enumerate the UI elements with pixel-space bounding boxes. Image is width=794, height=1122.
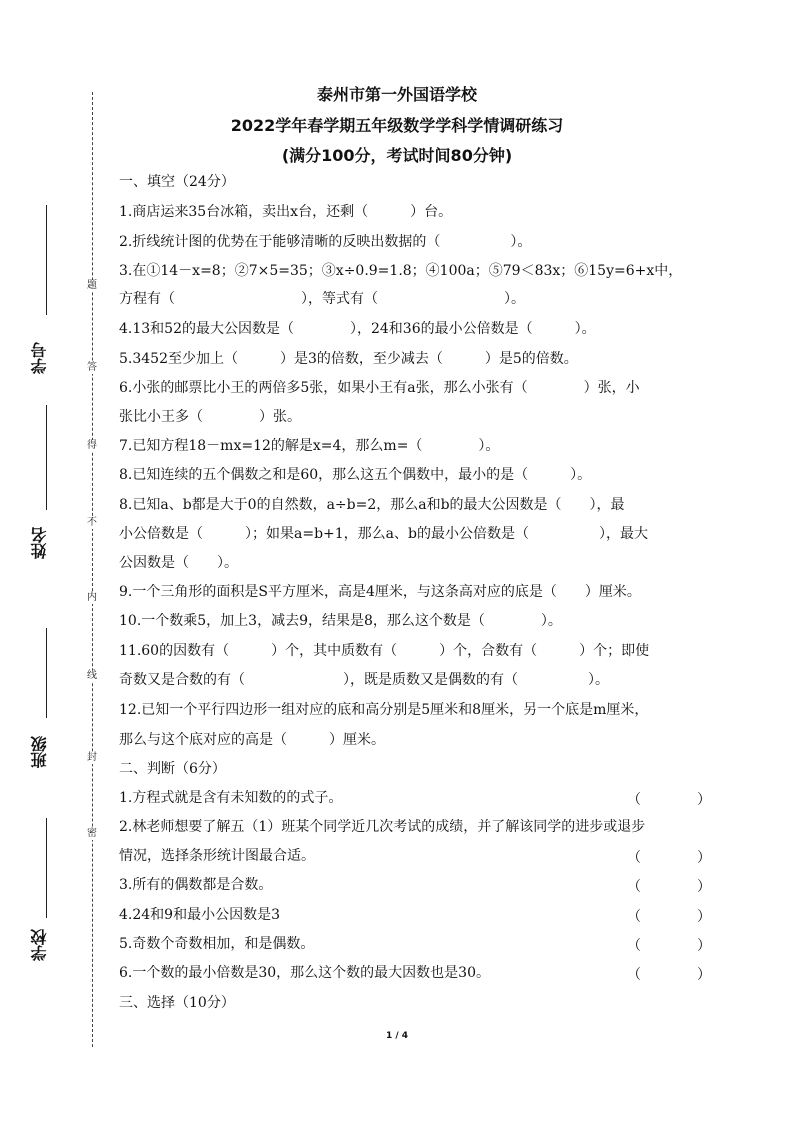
question-line: 11.60的因数有（ ）个，其中质数有（ ）个，合数有（ ）个；即使 [119,643,650,659]
exam-title: 2022学年春学期五年级数学学科学情调研练习 [230,116,564,135]
question-line: 10.一个数乘5，加上3，减去9，结果是8，那么这个数是（ ）。 [119,613,562,629]
name-label: 姓名 [30,527,49,559]
seal-char: 不 [83,517,101,529]
question-line: 2.折线统计图的优势在于能够清晰的反映出数据的（ ）。 [119,234,532,250]
answer-paren[interactable]: （ ） [627,879,711,895]
answer-paren[interactable]: （ ） [627,850,711,866]
question-line: 小公倍数是（ ）；如果a=b+1，那么a、b的最小公倍数是（ ），最大 [119,526,648,542]
question-line: 3.在①14－x=8；②7×5=35；③x÷0.9=1.8；④100a；⑤79＜83x；⑥15y=6+x中， [119,263,683,279]
seal-char: 密 [83,828,101,840]
seal-char: 答 [83,362,101,374]
question-line: 6.小张的邮票比小王的两倍多5张，如果小王有a张，那么小张有（ ）张，小 [119,380,640,396]
judge-line: 5.奇数个奇数相加，和是偶数。 [119,936,315,952]
question-line: 奇数又是合数的有（ ），既是质数又是偶数的有（ ）。 [119,672,609,688]
question-line: 1.商店运来35台冰箱，卖出x台，还剩（ ）台。 [119,204,453,220]
question-line: 5.3452至少加上（ ）是3的倍数，至少减去（ ）是5的倍数。 [119,351,578,367]
answer-paren[interactable]: （ ） [627,938,711,954]
school-title: 泰州市第一外国语学校 [316,85,477,104]
section-heading: 二、判断（6分） [119,761,226,777]
school-underline[interactable] [46,818,47,918]
question-line: 那么与这个底对应的高是（ ）厘米。 [119,732,385,748]
question-line: 9.一个三角形的面积是S平方厘米，高是4厘米，与这条高对应的底是（ ）厘米。 [119,584,641,600]
question-line: 12.已知一个平行四边形一组对应的底和高分别是5厘米和8厘米，另一个底是m厘米， [119,702,649,718]
question-line: 8.已知a、b都是大于0的自然数，a÷b=2，那么a和b的最大公因数是（ ），最 [119,497,625,513]
question-line: 张比小王多（ ）张。 [119,409,301,425]
answer-paren[interactable]: （ ） [627,967,711,983]
section-heading: 三、选择（10分） [119,995,235,1011]
seal-char: 题 [83,280,101,292]
exam-note: (满分100分，考试时间80分钟) [281,146,513,165]
seal-char: 线 [83,670,101,682]
answer-paren[interactable]: （ ） [627,909,711,925]
judge-line: 3.所有的偶数都是合数。 [119,877,273,893]
judge-line: 6.一个数的最小倍数是30，那么这个数的最大因数也是30。 [119,965,490,981]
seal-char: 封 [83,752,101,764]
school-label: 学校 [30,929,49,961]
seal-char: 内 [83,592,101,604]
name-underline[interactable] [46,405,47,510]
page-number: 1 / 4 [385,1031,409,1041]
student-id-underline[interactable] [46,205,47,315]
question-line: 7.已知方程18－mx=12的解是x=4，那么m=（ ）。 [119,438,500,454]
judge-line: 2.林老师想要了解五（1）班某个同学近几次考试的成绩，并了解该同学的进步或退步 [119,819,646,835]
judge-line: 1.方程式就是含有未知数的的式子。 [119,790,343,806]
class-label: 班级 [30,736,49,768]
question-line: 8.已知连续的五个偶数之和是60，那么这五个偶数中，最小的是（ ）。 [119,467,592,483]
question-line: 公因数是（ ）。 [119,555,238,571]
seal-char: 得 [83,440,101,452]
judge-line: 情况，选择条形统计图最合适。 [119,848,315,864]
section-heading: 一、填空（24分） [119,174,235,190]
student-id-label: 学号 [30,342,49,374]
question-line: 4.13和52的最大公因数是（ ），24和36的最小公倍数是（ ）。 [119,321,596,337]
seal-dashed-line [92,92,93,1047]
answer-paren[interactable]: （ ） [627,792,711,808]
class-underline[interactable] [46,628,47,718]
judge-line: 4.24和9和最小公因数是3 [119,907,280,923]
question-line: 方程有（ ），等式有（ ）。 [119,291,525,307]
